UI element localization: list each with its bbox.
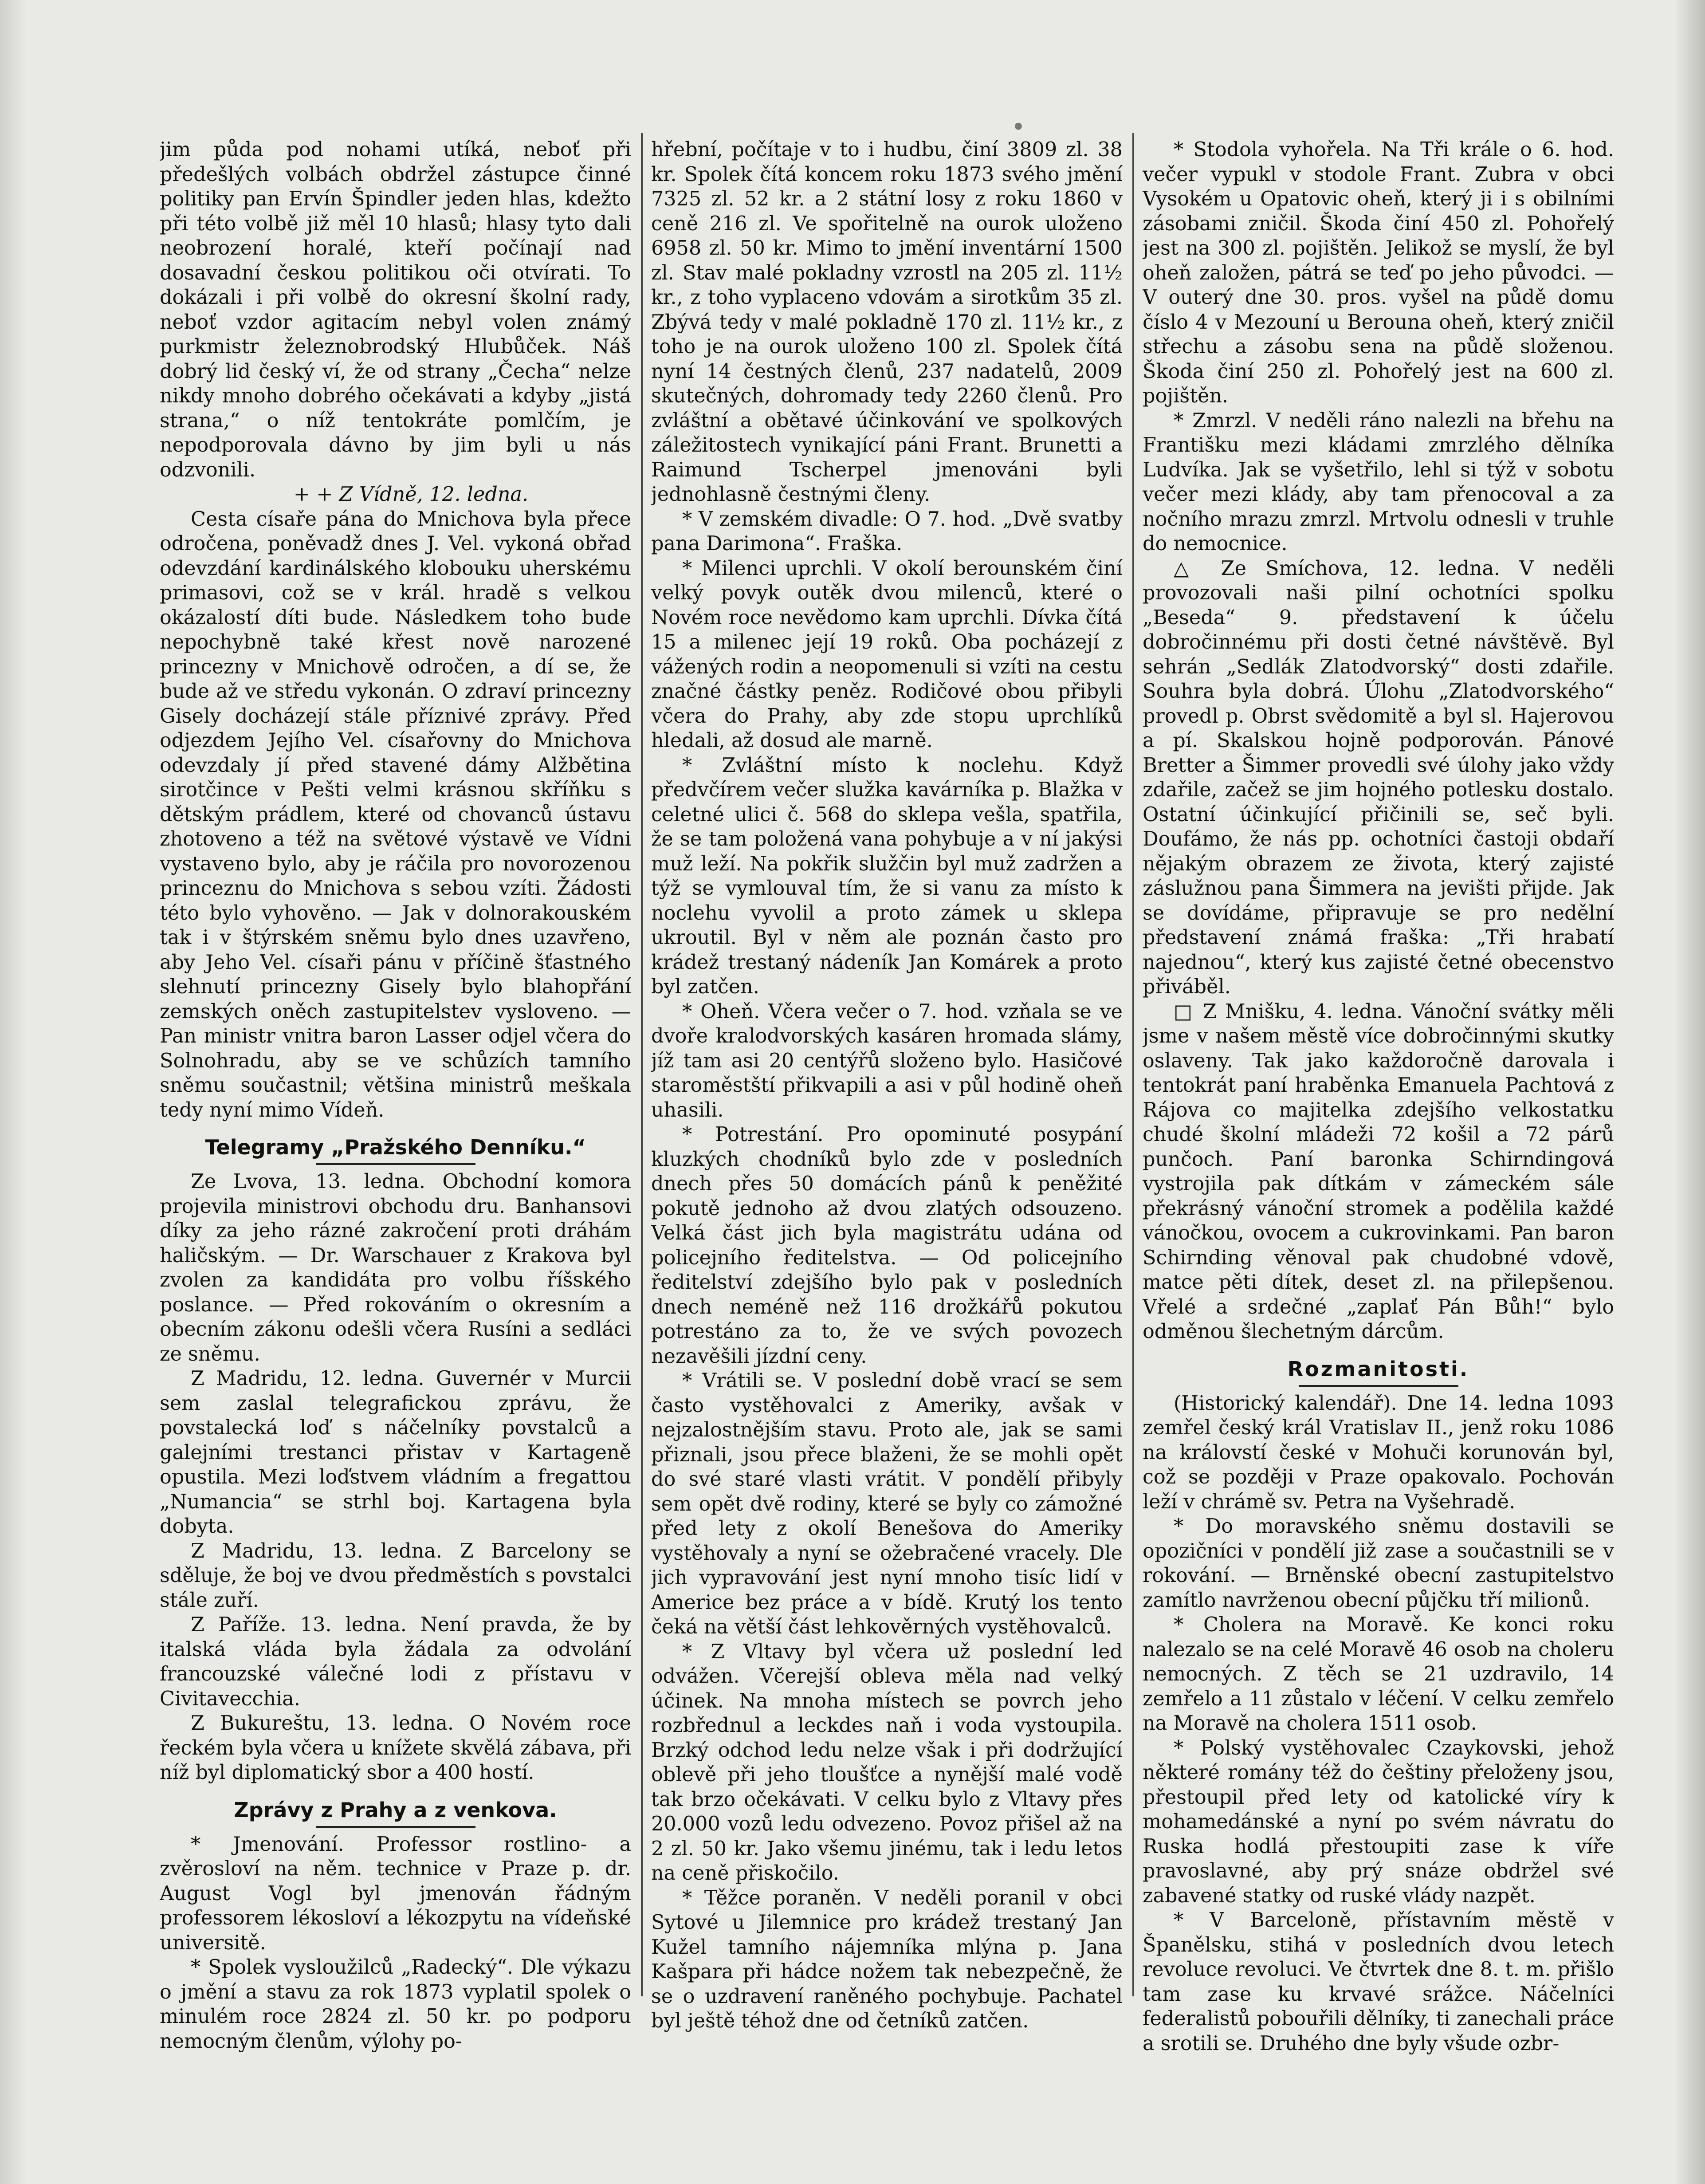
article-paragraph: △ Ze Smíchova, 12. ledna. V neděli provozovali naši pilní ochotníci spolku „Beseda“ 9. představení k účelu dobročinnému při dosti četné návštěvě. Byl sehrán „Sedlák Zlatodvorský“ dosti zdařile. Souhra byla dobrá. Úlohu „Zlatodvorského“ provedl p. Obrst svědomitě a byl sl. Hajerovou a pí. Skalskou hojně podporován. Pánové Bretter a Šimmer provedli své úlohy jako vždy zdařile, začež se jim hojného potlesku dostalo. Ostatní účinkující přičinili se, seč byli. Doufámo, že nás pp. ochotníci častoji obdaří nějakým obrazem ze života, který zajisté záslužnou pana Šimmera na jevišti přijde. Jak se dovídáme, připravuje se pro nedělní představení známá fraška: „Tři hrabatí najednou“, který kus zajisté četné obecenstvo přiváběl. [1143,557,1614,998]
article-paragraph: * Jmenování. Professor rostlino- a zvěrosloví na něm. technice v Praze p. dr. August Vogl byl jmenován řádným professorem lékosloví a lékozpytu na vídeňské universitě. [160,1833,631,1954]
newspaper-columns [160,138,1615,2134]
scan-edge-left [0,0,27,2184]
article-paragraph: jim půda pod nohami utíká, neboť při předešlých volbách obdržel zástupce činné politiky pan Ervín Špindler jeden hlas, kdežto při této volbě již měl 10 hlasů; hlasy tyto dali neobrození horalé, kteří počínají nad dosavadní českou politikou oči otvírati. To dokázali i při volbě do okresní školní rady, neboť vzdor agitacím nebyl volen známý purkmistr železnobrodský Hlubůček. Náš dobrý lid český ví, že od strany „Čecha“ nelze nikdy mnoho dobrého očekávati a kdyby „jistá strana,“ o níž tentokráte pomlčím, je nepodporovala dávno by jim byli u nás odzvonili. [160,138,631,481]
article-paragraph: * Zvláštní místo k noclehu. Když předvčírem večer služka kavárníka p. Blažka v celetné ulici č. 568 do sklepa vešla, spatřila, že se tam položená vana pohybuje a v ní jakýsi muž leží. Na pokřik služčin byl muž zadržen a týž se vymlouval tím, že si vanu za místo k noclehu vyvolil a proto zámek u sklepa ukroutil. Byl v něm ale poznán často pro krádež trestaný nádeník Jan Komárek a proto byl zatčen. [651,754,1123,998]
article-paragraph: Cesta císaře pána do Mnichova byla přece odročena, poněvadž dnes J. Vel. vykoná obřad odevzdání kardinálského klobouku uherskému primasovi, což se v král. hradě s velkou okázalostí díti bude. Následkem toho bude nepochybně také křest nově narozené princezny v Mnichově odročen, a dí se, že bude až ve středu vykonán. O zdraví princezny Gisely docházejí stále příznivé zprávy. Před odjezdem Jejího Vel. císařovny do Mnichova odevzdaly jí před stavené dámy Alžbětina sirotčince v Pešti velmi krásnou skříňku s dětským prádlem, které od chovanců ústavu zhotoveno a též na světové výstavě ve Vídni vystaveno bylo, aby je ráčila pro novorozenou princeznu do Mnichova s sebou vzíti. Žádosti této bylo vyhověno. — Jak v dolnorakouském tak i v štýrském sněmu bylo dnes uzavřeno, aby Jeho Vel. císaři pánu v příčině šťastného slehnutí princezny Gisely bylo blahopřání zemských oněch zastupitelstev vysloveno. — Pan ministr vnitra baron Lasser odjel včera do Solnohradu, aby se ve schůzích tamního sněmu součastnil; většina ministrů meškala tedy nyní mimo Vídeň. [160,508,631,1122]
article-paragraph: * Těžce poraněn. V neděli poranil v obci Sytové u Jilemnice pro krádež trestaný Jan Kužel tamního nájemníka mlýna p. Jana Kašpara při hádce nožem tak nebezpečně, že se o uzdravení raněného pochybuje. Pachatel byl ještě téhož dne od četníků zatčen. [651,1886,1123,2032]
section-heading: Zprávy z Prahy a z venkova. [234,1798,557,1822]
article-paragraph: Ze Lvova, 13. ledna. Obchodní komora projevila ministrovi obchodu dru. Banhansovi díky za jeho rázné zakročení proti dráhám haličským. — Dr. Warschauer z Krakova byl zvolen za kandidáta pro volbu říšského poslance. — Před rokováním o okresním a obecním zákonu odešli včera Rusíni a sedláci ze sněmu. [160,1170,631,1365]
article-paragraph: * Polský vystěhovalec Czaykovski, jehož některé romány též do češtiny přeloženy jsou, přestoupil před lety od katolické víry k mohamedánské a nyní po svém návratu do Ruska hodlá přestoupiti zase k víře pravoslavné, aby prý snáze obdržel své zabavené statky od ruské vlády nazpět. [1143,1736,1614,1907]
article-paragraph: hřební, počítaje v to i hudbu, činí 3809 zl. 38 kr. Spolek čítá koncem roku 1873 svého jmění 7325 zl. 52 kr. a 2 státní losy z roku 1860 v ceně 216 zl. Ve spořitelně na ourok uloženo 6958 zl. 50 kr. Mimo to jmění inventární 1500 zl. Stav malé pokladny vzrostl na 205 zl. 11½ kr., z toho vyplaceno vdovám a sirotkům 35 zl. Zbývá tedy v malé pokladně 170 zl. 11½ kr., z toho je na ourok uloženo 100 zl. Spolek čítá nyní 14 čestných členů, 237 nadatelů, 2009 skutečných, dohromady tedy 2260 členů. Pro zvláštní a obětavé účinkování ve spolkových záležitostech vynikající páni Frant. Brunetti a Raimund Tscherpel jmenováni byli jednohlasně čestnými členy. [651,138,1123,506]
section-heading: Telegramy „Pražského Denníku.“ [205,1135,586,1159]
article-paragraph: * Spolek vysloužilců „Radecký“. Dle výkazu o jmění a stavu za rok 1873 vyplatil spolek o minulém roce 2824 zl. 50 kr. po podporu nemocným členům, výlohy po- [160,1956,631,2053]
article-paragraph: * Milenci uprchli. V okolí berounském činí velký povyk outěk dvou milenců, které o Novém roce nevědomo kam uprchli. Dívka čítá 15 a milenec její 19 roků. Oba pocházejí z vážených rodin a neopomenuli si vzíti na cestu značné částky peněz. Rodičové obou přibyli včera do Prahy, aby zde stopu uprchlíků hledali, až dosud ale marně. [651,557,1123,752]
article-paragraph: * Do moravského sněmu dostavili se opozičníci v pondělí již zase a součastnili se v rokování. — Brněnské obecní zastupitelstvo zamítlo navrženou obecní půjčku tří milionů. [1143,1515,1614,1612]
article-paragraph: (Historický kalendář). Dne 14. ledna 1093 zemřel český král Vratislav II., jenž roku 1086 na královstí české v Mohuči korunován byl, což se později v Praze opakovalo. Pochován leží v chrámě sv. Petra na Vyšehradě. [1143,1392,1614,1513]
article-paragraph: * Z Vltavy byl včera už poslední led odvážen. Včerejší obleva měla nad velký účinek. Na mnoha místech se povrch jeho rozbřednul a leckdes naň i voda vystoupila. Brzký odchod ledu nelze však i při dodržující oblevě při jeho tloušťce a nynější malé vodě tak brzo očekávati. V celku bylo z Vltavy přes 20.000 vozů ledu odvezeno. Povoz přišel až na 2 zl. 50 kr. Jako všemu jinému, tak i ledu letos na ceně přiskočilo. [651,1640,1123,1885]
article-paragraph: * Cholera na Moravě. Ke konci roku nalezalo se na celé Moravě 46 osob na choleru nemocných. Z těch se 21 uzdravilo, 14 zemřelo a 11 zůstalo v léčení. V celku zemřelo na Moravě na cholera 1511 osob. [1143,1613,1614,1735]
article-paragraph: □ Z Mnišku, 4. ledna. Vánoční svátky měli jsme v našem městě více dobročinnými skutky oslaveny. Tak jako každoročně darovala i tentokrát paní hraběnka Emanuela Pachtová z Rájova co majitelka zdejšího velkostatku chudé školní mládeži 72 košil a 72 párů punčoch. Paní baronka Schirndingová vystrojila pak dítkám v zámeckém sále překrásný vánoční stromek a podělila každé vánočkou, ovocem a cukrovinkami. Pan baron Schirnding věnoval pak chudobné vdově, matce pěti dítek, deset zl. na přilepšenou. Vřelé a srdečné „zaplať Pán Bůh!“ bylo odměnou šlechetným dárcům. [1143,1000,1614,1343]
heading-rule [316,1826,475,1828]
article-paragraph: Z Madridu, 12. ledna. Guvernér v Murcii sem zaslal telegrafickou zprávu, že povstalecká loď s náčelníky povstalců a galejními trestanci přistav v Kartageně opustila. Mezi loďstvem vládním a fregattou „Numancia“ se strhl boj. Kartagena byla dobyta. [160,1367,631,1538]
article-paragraph: * Potrestání. Pro opominuté posypání kluzkých chodníků bylo zde v posledních dnech přes 50 domácích pánů k peněžité pokutě jednoho až dvou zlatých odsouzeno. Velká část jich byla magistrátu udána od policejního ředitelstva. — Od policejního ředitelství zdejšího bylo pak v posledních dnech neméně než 116 drožkářů pokutou potrestáno za to, že ve svých povozech nezavěšili jízdní ceny. [651,1123,1123,1368]
column-left [160,138,631,2134]
article-paragraph: Z Madridu, 13. ledna. Z Barcelony se sděluje, že boj ve dvou předměstích s povstalci stále zuří. [160,1539,631,1612]
dateline: + + Z Vídně, 12. ledna. [293,483,529,506]
article-paragraph: * Oheň. Včera večer o 7. hod. vzňala se ve dvoře kralodvorských kasáren hromada slámy, jíž tam asi 20 centýřů složeno bylo. Hasičové staroměstští přikvapili a asi v půl hodině oheň uhasili. [651,1000,1123,1122]
heading-rule [1299,1385,1458,1387]
article-paragraph: * Vrátili se. V poslední době vrací se sem často vystěhovalci z Ameriky, avšak v nejzalostnějším stavu. Proto ale, jak se sami přiznali, jsou přece blaženi, že se mohli opět do své staré vlasti vrátit. V pondělí přibyly sem opět dvě rodiny, které se byly co zámožné před lety z okolí Benešova do Ameriky vystěhovaly a nyní se ožebračené vracely. Dle jich vypravování jest nyní mnoho tisíc lidí v Americe bez práce a v bídě. Krutý los tento čeká na větší část lehkověrných vystěhovalců. [651,1369,1123,1638]
article-paragraph: * Zmrzl. V neděli ráno nalezli na břehu na Františku mezi kládami zmrzlého dělníka Ludvíka. Jak se vyšetřilo, lehl si týž v sobotu večer mezi klády, aby tam přenocoval a za nočního mrazu zmrzl. Mrtvolu odnesli v truhle do nemocnice. [1143,409,1614,555]
article-paragraph: * V zemském divadle: O 7. hod. „Dvě svatby pana Darimona“. Fraška. [651,508,1123,555]
page-mark: • [1011,113,1025,141]
article-paragraph: * Stodola vyhořela. Na Tři krále o 6. hod. večer vypukl v stodole Frant. Zubra v obci Vysokém u Opatovic oheň, který ji i s obilními zásobami zničil. Škoda činí 450 zl. Pohořelý jest na 300 zl. pojištěn. Jelikož se myslí, že byl oheň založen, pátrá se teď po jeho původci. — V outerý dne 30. pros. vyšel na půdě domu číslo 4 v Mezouní u Berouna oheň, který zničil střechu a zásobu sena na půdě složenou. Škoda činí 250 zl. Pohořelý jest na 600 zl. pojištěn. [1143,138,1614,407]
section-heading: Rozmanitosti. [1287,1357,1469,1381]
article-paragraph: Z Bukureštu, 13. ledna. O Novém roce řeckém byla včera u knížete skvělá zábava, při níž byl diplomatický sbor a 400 hostí. [160,1712,631,1784]
heading-rule [316,1163,475,1165]
scan-edge-right [1674,0,1705,2184]
column-middle [651,138,1123,2134]
article-paragraph: * V Barceloně, přístavním městě v Španělsku, stihá v posledních dvou letech revoluce revoluci. Ve čtvrtek dne 8. t. m. přišlo tam zase ku krvavé srážce. Náčelníci federalistů pobouřili dělníky, ti zanechali práce a srotili se. Druhého dne byly všude ozbr- [1143,1909,1614,2055]
column-right [1143,138,1614,2134]
article-paragraph: Z Paříže. 13. ledna. Není pravda, že by italská vláda byla žádala za odvolání francouzské válečné lodi z přístavu v Civitavecchia. [160,1613,631,1710]
